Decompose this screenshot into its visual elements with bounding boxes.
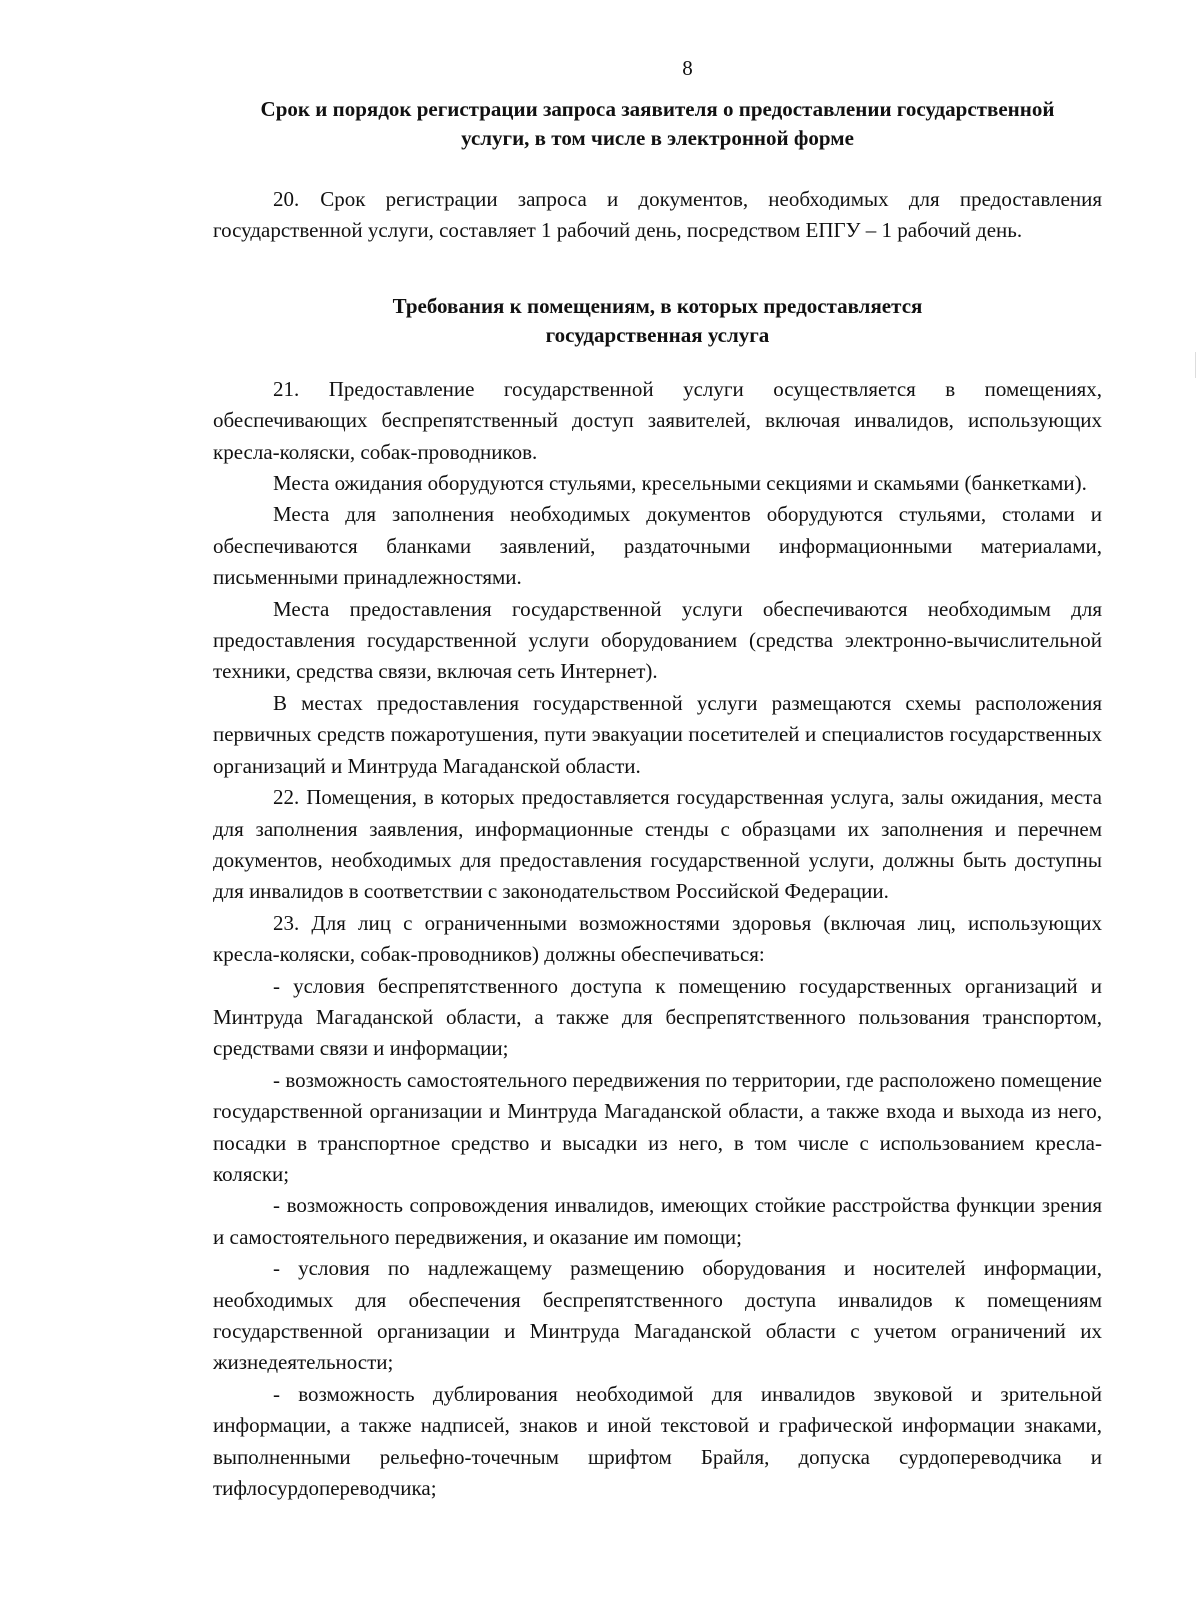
heading-line: услуги, в том числе в электронной форме [461, 126, 854, 150]
paragraph-service-places: Места предоставления государственной услуги обеспечиваются необходимым для предоставления государственной услуги оборудованием (средства электронно-вычислительной техники, средства связи, включая сеть Интернет). [213, 596, 1102, 684]
section-heading-registration [213, 95, 1102, 153]
paragraph-evacuation-schemes: В местах предоставления государственной услуги размещаются схемы расположения первичных средств пожаротушения, пути эвакуации посетителей и специалистов государственных организаций и Минтруда Магаданской области. [213, 690, 1102, 778]
list-item-information-duplication: - возможность дублирования необходимой для инвалидов звуковой и зрительной информации, а также надписей, знаков и иной текстовой и графической информации знаками, выполненными рельефно-точечным шрифтом Брайля, допуска сурдопереводчика и тифлосурдопереводчика; [213, 1381, 1102, 1501]
paragraph-filling-places: Места для заполнения необходимых документов оборудуются стульями, столами и обеспечиваются бланками заявлений, раздаточными информационными материалами, письменными принадлежностями. [213, 502, 1102, 590]
paragraph-23: 23. Для лиц с ограниченными возможностями здоровья (включая лиц, использующих кресла-коляски, собак-проводников) должны обеспечиваться: [213, 910, 1102, 967]
section-heading-premises [213, 292, 1102, 350]
list-item-equipment-placement: - условия по надлежащему размещению оборудования и носителей информации, необходимых для обеспечения беспрепятственного доступа инвалидов к помещениям государственной организации и Минтруда Магаданской области с учетом ограничений их жизнедеятельности; [213, 1256, 1102, 1375]
paragraph-21: 21. Предоставление государственной услуги осуществляется в помещениях, обеспечивающих беспрепятственный доступ заявителей, включая инвалидов, использующих кресла-коляски, собак-проводников. [213, 376, 1102, 464]
paragraph-22: 22. Помещения, в которых предоставляется государственная услуга, залы ожидания, места для заполнения заявления, информационные стенды с образцами их заполнения и перечнем документов, необходимых для предоставления государственной услуги, должны быть доступны для инвалидов в соответствии с законодательством Российской Федерации. [213, 785, 1102, 904]
page-number: 8 [682, 56, 693, 80]
scan-artifact-mark [1195, 352, 1196, 378]
list-item-escort: - возможность сопровождения инвалидов, имеющих стойкие расстройства функции зрения и самостоятельного передвижения, и оказание им помощи; [213, 1193, 1102, 1249]
heading-line: Срок и порядок регистрации запроса заявителя о предоставлении государственной [260, 97, 1055, 121]
heading-line: Требования к помещениям, в которых предоставляется [392, 293, 923, 318]
paragraph-waiting-places: Места ожидания оборудуются стульями, кресельными секциями и скамьями (банкетками). [273, 471, 1087, 496]
heading-line: государственная услуга [545, 322, 770, 347]
paragraph-20: 20. Срок регистрации запроса и документов, необходимых для предоставления государственной услуги, составляет 1 рабочий день, посредством ЕПГУ – 1 рабочий день. [213, 187, 1102, 243]
list-item-access-conditions: - условия беспрепятственного доступа к помещению государственных организаций и Минтруда Магаданской области, а также для беспрепятственного пользования транспортом, средствами связи и информации; [213, 973, 1102, 1061]
list-item-independent-movement: - возможность самостоятельного передвижения по территории, где расположено помещение государственной организации и Минтруда Магаданской области, а также входа и выхода из него, посадки в транспортное средство и высадки из него, в том числе с использованием кресла-коляски; [213, 1067, 1102, 1186]
